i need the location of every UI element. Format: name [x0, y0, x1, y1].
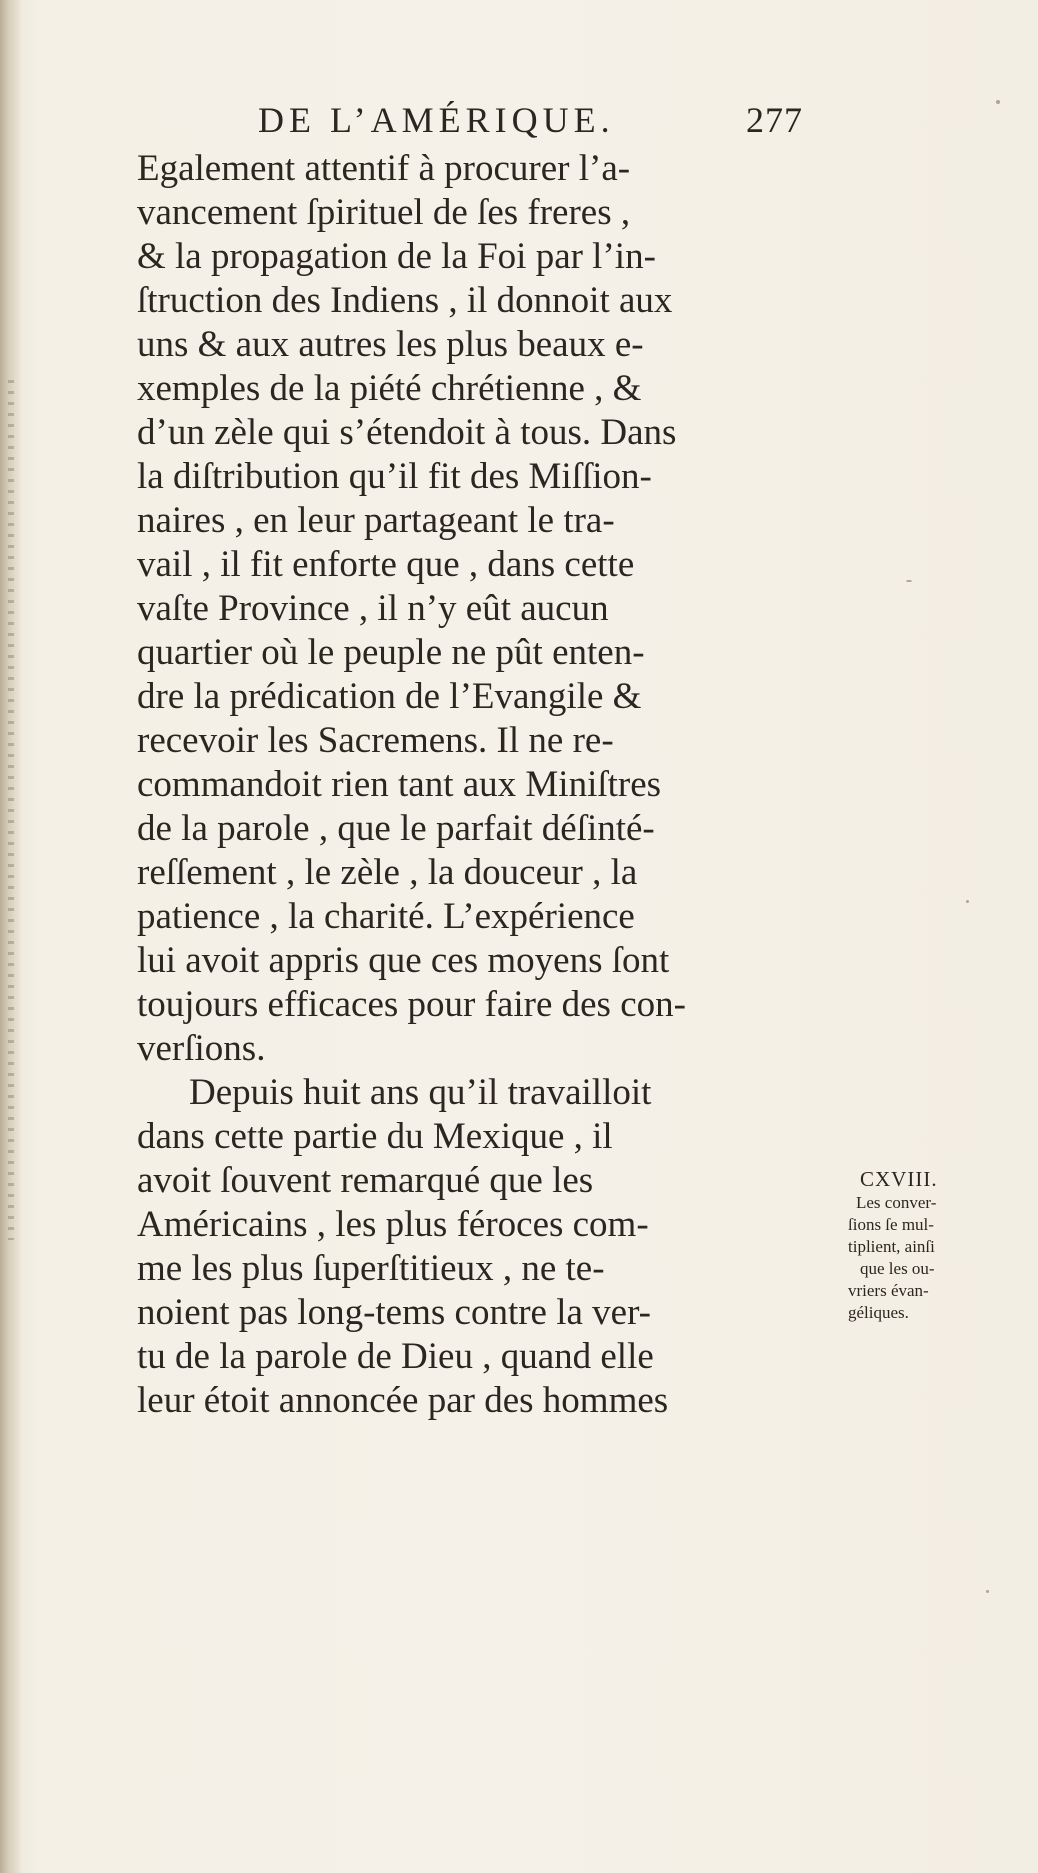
- section-numeral: CXVIII.: [860, 1167, 938, 1191]
- text-line: me les plus ſuperſtitieux , ne te-: [137, 1248, 605, 1289]
- text-line: toujours efficaces pour faire des con-: [137, 984, 686, 1025]
- text-line: naires , en leur partageant le tra-: [137, 500, 615, 541]
- margin-note-line: ſions ſe mul-: [848, 1215, 934, 1234]
- margin-note-line: Les conver-: [856, 1193, 937, 1212]
- text-line: vancement ſpirituel de ſes freres ,: [137, 192, 631, 233]
- text-line: la diſtribution qu’il fit des Miſſion-: [137, 456, 652, 497]
- text-line: & la propagation de la Foi par l’in-: [137, 236, 656, 277]
- page-edge-marks: [8, 380, 14, 1240]
- text-line: leur étoit annoncée par des hommes: [137, 1380, 669, 1421]
- text-line: ſtruction des Indiens , il donnoit aux: [137, 280, 673, 321]
- text-line: recevoir les Sacremens. Il ne re-: [137, 720, 614, 761]
- paper-speck: [906, 580, 912, 582]
- margin-note-line: vriers évan-: [848, 1281, 929, 1300]
- text-line: verſions.: [137, 1028, 266, 1069]
- text-line: patience , la charité. L’expérience: [137, 896, 635, 937]
- margin-note-line: tiplient, ainſi: [848, 1237, 935, 1256]
- text-line: uns & aux autres les plus beaux e-: [137, 324, 644, 365]
- text-line: Américains , les plus féroces com-: [137, 1204, 649, 1245]
- text-line: tu de la parole de Dieu , quand elle: [137, 1336, 654, 1377]
- page-number: 277: [746, 100, 803, 140]
- paper-speck: [996, 100, 1000, 104]
- text-line: de la parole , que le parfait déſinté-: [137, 808, 655, 849]
- margin-note-line: géliques.: [848, 1303, 909, 1322]
- running-header: [258, 92, 828, 148]
- text-line: d’un zèle qui s’étendoit à tous. Dans: [137, 412, 677, 453]
- text-line: vail , il fit enforte que , dans cette: [137, 544, 635, 585]
- running-title: DE L’AMÉRIQUE.: [258, 100, 615, 140]
- text-line: noient pas long-tems contre la ver-: [137, 1292, 652, 1333]
- text-line: avoit ſouvent remarqué que les: [137, 1160, 594, 1201]
- text-line: commandoit rien tant aux Miniſtres: [137, 764, 662, 805]
- text-line: quartier où le peuple ne pût enten-: [137, 632, 645, 673]
- text-line: Egalement attentif à procurer l’a-: [137, 148, 631, 189]
- text-line: lui avoit appris que ces moyens ſont: [137, 940, 670, 981]
- paper-speck: [986, 1590, 989, 1593]
- text-line: dre la prédication de l’Evangile &: [137, 676, 642, 717]
- text-line: xemples de la piété chrétienne , &: [137, 368, 642, 409]
- margin-note-line: que les ou-: [860, 1259, 935, 1278]
- paper-speck: [966, 900, 969, 903]
- text-line: vaſte Province , il n’y eût aucun: [137, 588, 609, 629]
- paragraph-first-line: Depuis huit ans qu’il travailloit: [189, 1072, 652, 1113]
- text-line: dans cette partie du Mexique , il: [137, 1116, 613, 1157]
- text-line: reſſement , le zèle , la douceur , la: [137, 852, 638, 893]
